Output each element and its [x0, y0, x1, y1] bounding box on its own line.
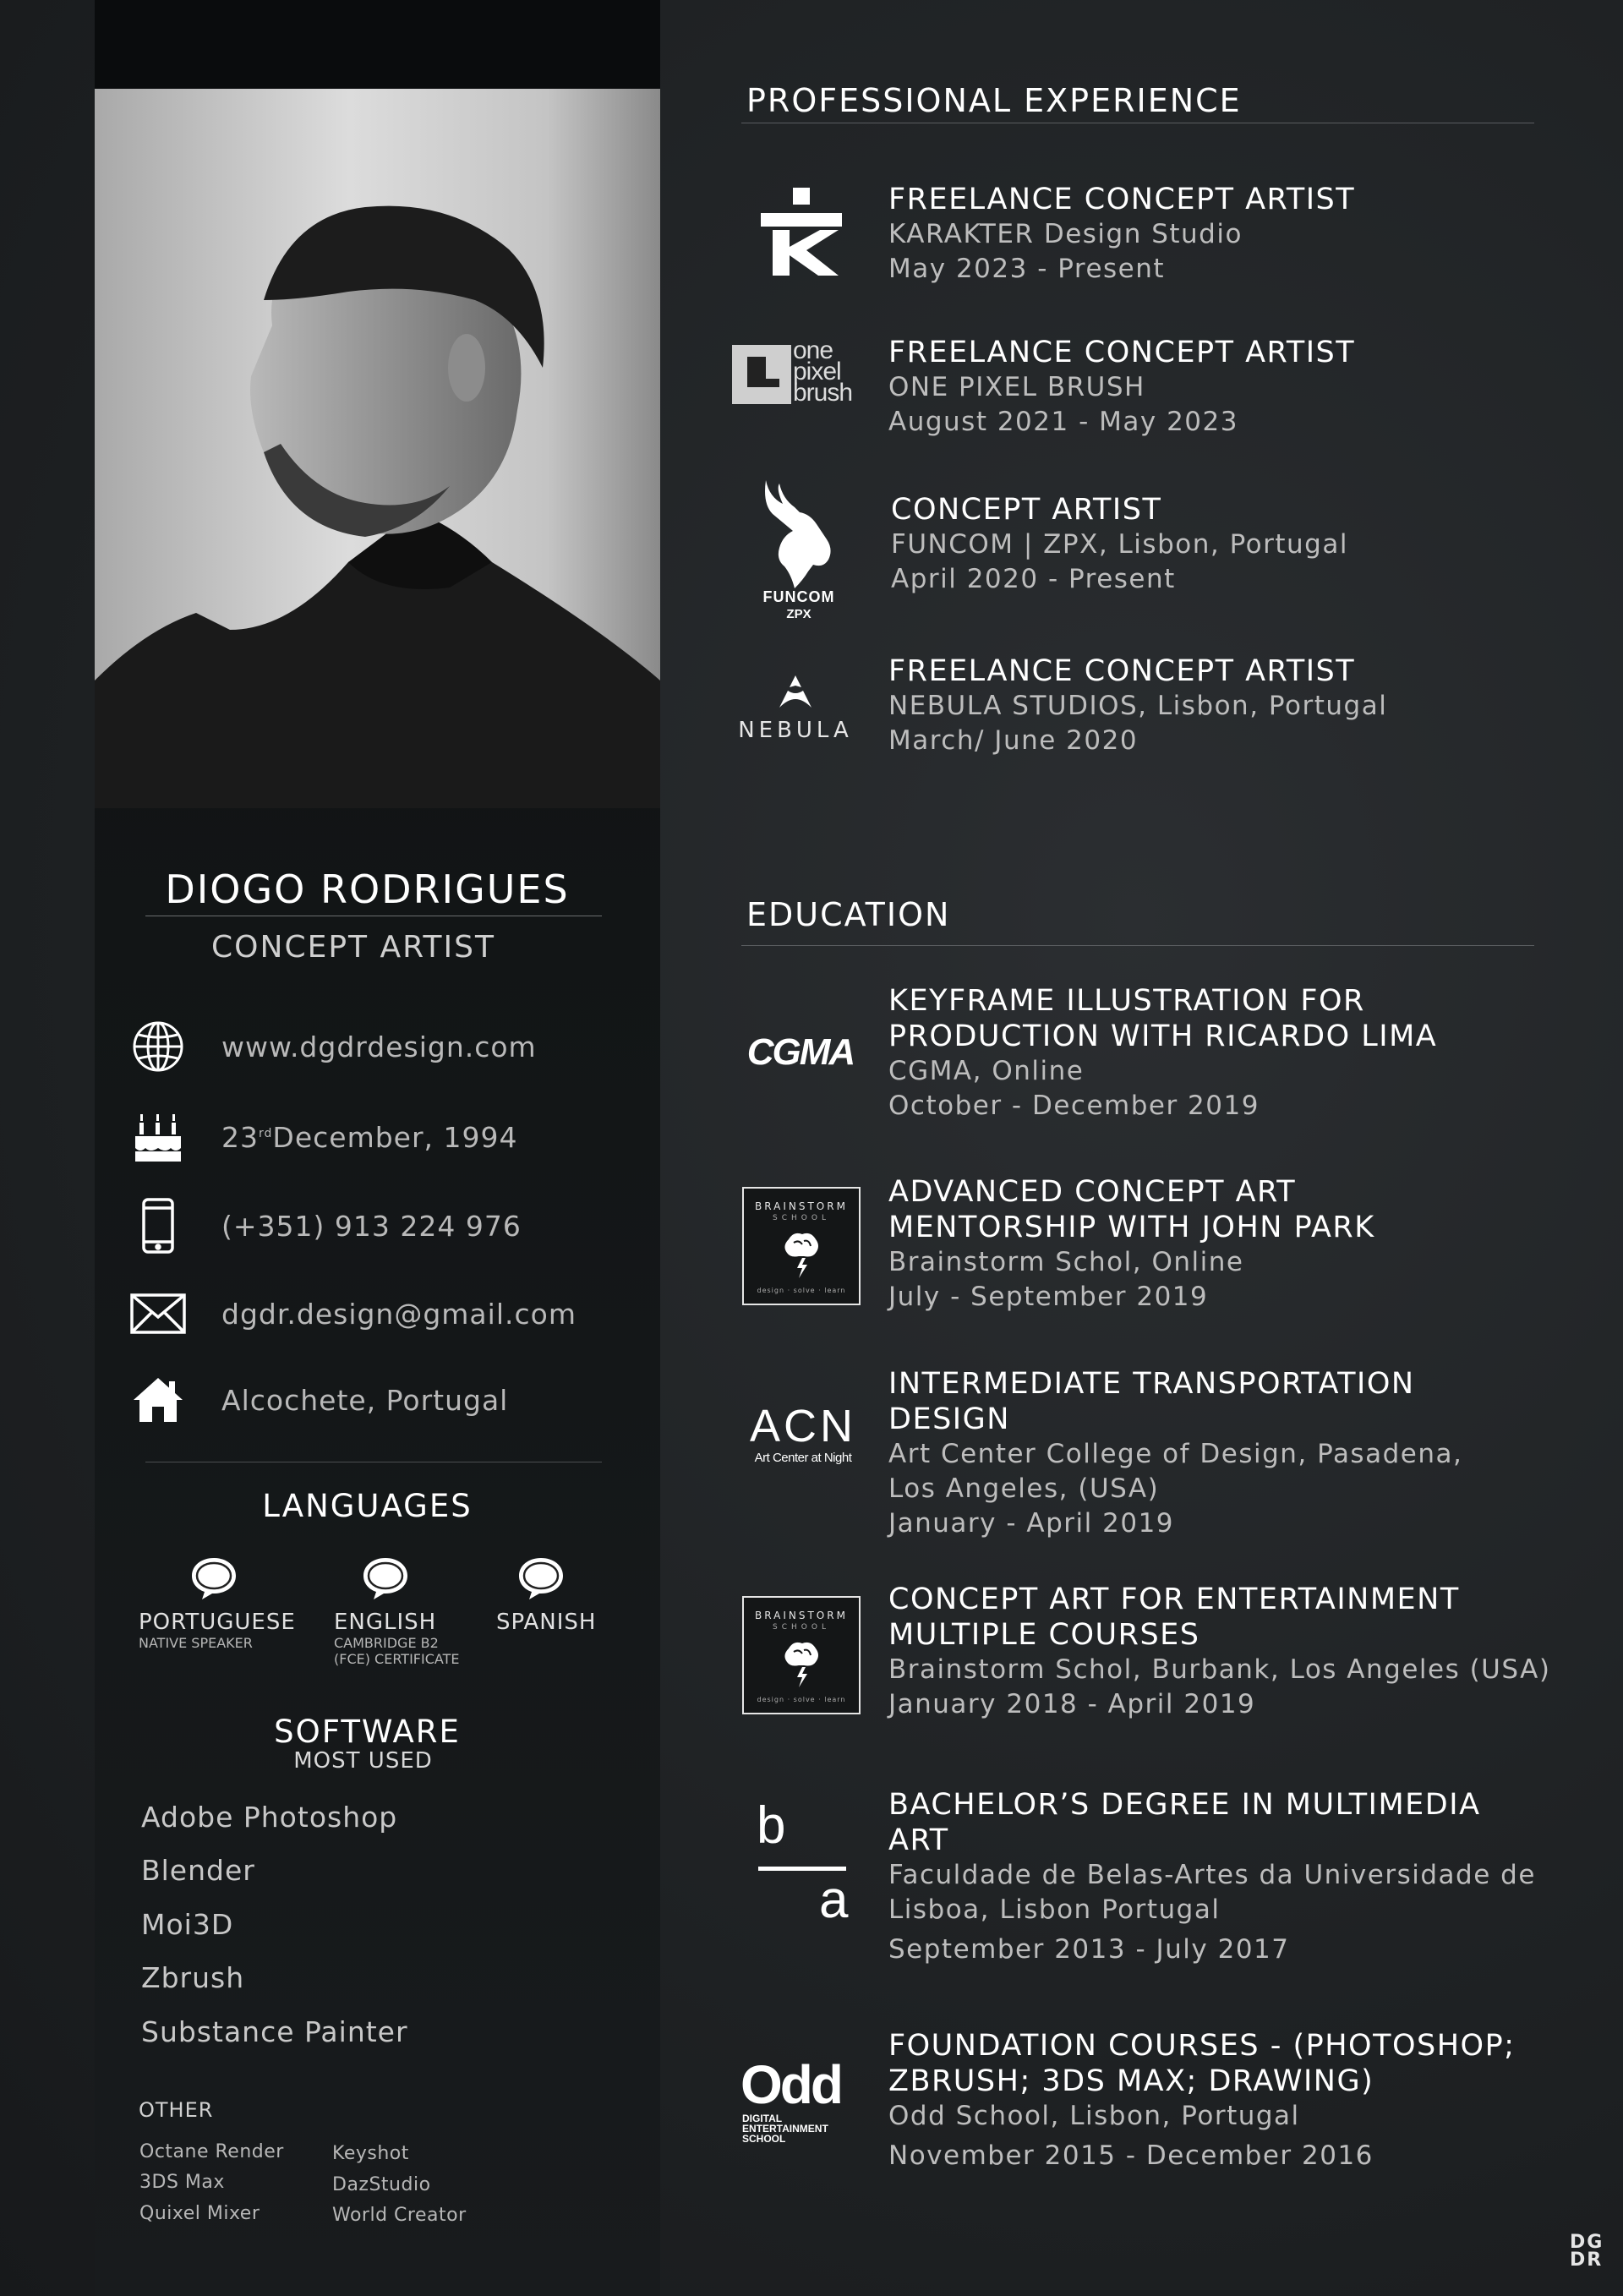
course-school: Brainstorm Schol, Online: [888, 1247, 1244, 1277]
brainstorm-school-logo: [742, 1596, 861, 1714]
course-title-line2: ZBRUSH; 3DS MAX; DRAWING): [888, 2064, 1374, 2098]
logo-text: ENTERTAINMENT: [742, 2123, 828, 2135]
logo-text: a: [819, 1871, 849, 1929]
nebula-logo: [732, 674, 859, 750]
course-school: Brainstorm Schol, Burbank, Los Angeles (USA): [888, 1654, 1551, 1685]
contact-phone[interactable]: (+351) 913 224 976: [221, 1209, 522, 1243]
software-item: Adobe Photoshop: [141, 1801, 398, 1834]
languages-title: LANGUAGES: [262, 1488, 473, 1524]
education-item-brainstorm-mentorship: [888, 1174, 1565, 1315]
course-title-line2: PRODUCTION WITH RICARDO LIMA: [888, 1020, 1438, 1053]
logo-text: SCHOOL: [773, 1214, 830, 1222]
logo-text: SCHOOL: [773, 1623, 830, 1632]
contact-phone-row[interactable]: [128, 1196, 636, 1255]
logo-text: pixel: [793, 358, 841, 385]
logo-text: Odd: [740, 2054, 841, 2115]
logo-text: DIGITAL: [742, 2113, 783, 2124]
logo-text: BRAINSTORM: [755, 1610, 848, 1621]
other-software-item: Octane Render: [139, 2141, 284, 2162]
education-item-belasartes: [888, 1787, 1565, 1967]
language-english: [334, 1555, 459, 1667]
course-title-line2: ART: [888, 1823, 949, 1857]
language-portuguese: [139, 1555, 296, 1651]
odd-school-logo: [740, 2054, 859, 2152]
contact-birthday: 23rdDecember, 1994: [221, 1120, 518, 1154]
experience-item-onepixelbrush: [888, 335, 1565, 440]
funcom-zpx-logo: [752, 480, 845, 626]
sidebar: [95, 0, 660, 2296]
speech-bubble-icon: [516, 1555, 566, 1601]
job-company: ONE PIXEL BRUSH: [888, 372, 1145, 402]
profile-role: CONCEPT ARTIST: [211, 930, 495, 965]
software-subtitle: MOST USED: [293, 1748, 433, 1774]
education-item-cgma: [888, 983, 1565, 1123]
logo-text: BRAINSTORM: [755, 1200, 848, 1212]
course-title: FOUNDATION COURSES - (PHOTOSHOP;: [888, 2029, 1516, 2063]
software-title: SOFTWARE: [274, 1714, 461, 1750]
course-title: KEYFRAME ILLUSTRATION FOR: [888, 984, 1365, 1018]
education-divider: [741, 945, 1534, 946]
other-software-title: OTHER: [139, 2098, 214, 2122]
course-title-line2: MULTIPLE COURSES: [888, 1618, 1200, 1652]
course-dates: July - September 2019: [888, 1282, 1209, 1312]
logo-text: b: [757, 1796, 786, 1855]
experience-title: PROFESSIONAL EXPERIENCE: [746, 82, 1242, 119]
experience-item-nebula: [888, 653, 1565, 758]
education-title: EDUCATION: [746, 896, 951, 933]
other-software-item: Keyshot: [332, 2143, 409, 2164]
job-dates: March/ June 2020: [888, 725, 1139, 756]
job-dates: May 2023 - Present: [888, 254, 1166, 284]
other-software-item: World Creator: [332, 2205, 467, 2226]
experience-item-funcom: [891, 492, 1567, 597]
brainstorm-school-logo: [742, 1187, 861, 1305]
language-level: NATIVE SPEAKER: [139, 1635, 253, 1651]
job-title: FREELANCE CONCEPT ARTIST: [888, 183, 1356, 216]
language-spanish: [496, 1555, 596, 1635]
logo-text: SCHOOL: [742, 2133, 786, 2145]
course-dates: October - December 2019: [888, 1091, 1260, 1121]
course-school: Art Center College of Design, Pasadena,: [888, 1439, 1463, 1469]
other-software-item: Quixel Mixer: [139, 2203, 260, 2224]
globe-icon: [128, 1017, 188, 1076]
software-item: Moi3D: [141, 1908, 234, 1941]
contact-website[interactable]: www.dgdrdesign.com: [221, 1030, 537, 1063]
logo-text: NEBULA: [738, 718, 853, 743]
course-title-line2: MENTORSHIP WITH JOHN PARK: [888, 1211, 1375, 1244]
language-name: ENGLISH: [334, 1610, 437, 1635]
other-software-item: 3DS Max: [139, 2172, 225, 2193]
cgma-logo: CGMA: [746, 1031, 855, 1073]
monogram-line: DG: [1570, 2232, 1604, 2253]
other-software-item: DazStudio: [332, 2174, 431, 2195]
education-item-artcenter: [888, 1366, 1565, 1541]
course-dates: January - April 2019: [888, 1508, 1175, 1539]
deer-head-icon: [757, 480, 842, 590]
logo-text: design · solve · learn: [757, 1287, 846, 1294]
experience-item-karakter: [888, 182, 1565, 287]
course-school: Faculdade de Belas-Artes da Universidade de: [888, 1860, 1536, 1890]
art-center-at-night-logo: [744, 1403, 862, 1471]
sidebar-top-band: [95, 0, 660, 89]
job-dates: August 2021 - May 2023: [888, 407, 1238, 437]
contact-location: Alcochete, Portugal: [221, 1383, 509, 1417]
course-title: CONCEPT ART FOR ENTERTAINMENT: [888, 1583, 1460, 1616]
dgdr-monogram: [1570, 2233, 1604, 2269]
contact-email[interactable]: dgdr.design@gmail.com: [221, 1297, 577, 1331]
logo-text: FUNCOM: [762, 588, 835, 605]
course-school-line2: Lisboa, Lisbon Portugal: [888, 1894, 1221, 1925]
course-title: ADVANCED CONCEPT ART: [888, 1175, 1297, 1209]
language-name: PORTUGUESE: [139, 1610, 296, 1635]
job-dates: April 2020 - Present: [891, 564, 1176, 594]
logo-text: ACN: [749, 1401, 856, 1451]
monogram-line: DR: [1570, 2250, 1604, 2271]
contact-birthday-row: [128, 1107, 636, 1167]
education-item-oddschool: [888, 2028, 1565, 2173]
birthday-cake-icon: [128, 1107, 188, 1167]
software-item: Substance Painter: [141, 2015, 408, 2048]
language-name: SPANISH: [496, 1610, 597, 1635]
contact-website-row[interactable]: [128, 1017, 636, 1076]
logo-text: Art Center at Night: [754, 1451, 852, 1465]
logo-text: ZPX: [786, 607, 812, 621]
brain-icon: [782, 1231, 821, 1278]
course-school: CGMA, Online: [888, 1056, 1085, 1086]
profile-photo: [95, 89, 660, 808]
job-title: CONCEPT ARTIST: [891, 493, 1162, 527]
job-company: KARAKTER Design Studio: [888, 219, 1243, 249]
pixel-square-icon: [732, 345, 791, 404]
logo-text: design · solve · learn: [757, 1696, 846, 1703]
one-pixel-brush-logo: [732, 336, 867, 407]
envelope-icon: [128, 1284, 188, 1343]
logo-text: one: [793, 336, 833, 364]
language-level: CAMBRIDGE B2: [334, 1635, 439, 1651]
speech-bubble-icon: [189, 1555, 238, 1601]
job-company: FUNCOM | ZPX, Lisbon, Portugal: [891, 529, 1348, 560]
home-icon: [128, 1370, 188, 1430]
education-item-brainstorm-courses: [888, 1582, 1565, 1722]
language-level-detail: (FCE) CERTIFICATE: [334, 1651, 460, 1667]
course-school-line2: Los Angeles, (USA): [888, 1473, 1160, 1504]
course-dates: January 2018 - April 2019: [888, 1689, 1256, 1719]
nebula-triangle-icon: [776, 674, 815, 711]
course-title-line2: DESIGN: [888, 1402, 1010, 1436]
course-dates: November 2015 - December 2016: [888, 2140, 1374, 2171]
karakter-logo: [761, 188, 842, 277]
job-title: FREELANCE CONCEPT ARTIST: [888, 654, 1356, 688]
software-item: Blender: [141, 1854, 255, 1887]
contact-location-row: [128, 1370, 636, 1430]
course-dates: September 2013 - July 2017: [888, 1934, 1290, 1965]
contact-email-row[interactable]: [128, 1284, 636, 1343]
job-company: NEBULA STUDIOS, Lisbon, Portugal: [888, 691, 1388, 721]
course-school: Odd School, Lisbon, Portugal: [888, 2101, 1300, 2131]
brain-icon: [782, 1640, 821, 1687]
job-title: FREELANCE CONCEPT ARTIST: [888, 336, 1356, 369]
course-title: BACHELOR’S DEGREE IN MULTIMEDIA: [888, 1788, 1481, 1822]
software-item: Zbrush: [141, 1961, 245, 1994]
course-title: INTERMEDIATE TRANSPORTATION: [888, 1367, 1415, 1401]
profile-name: DIOGO RODRIGUES: [165, 866, 570, 912]
mobile-phone-icon: [128, 1196, 188, 1255]
speech-bubble-icon: [361, 1555, 410, 1601]
logo-text: brush: [793, 379, 853, 407]
belas-artes-logo: [755, 1796, 850, 1929]
